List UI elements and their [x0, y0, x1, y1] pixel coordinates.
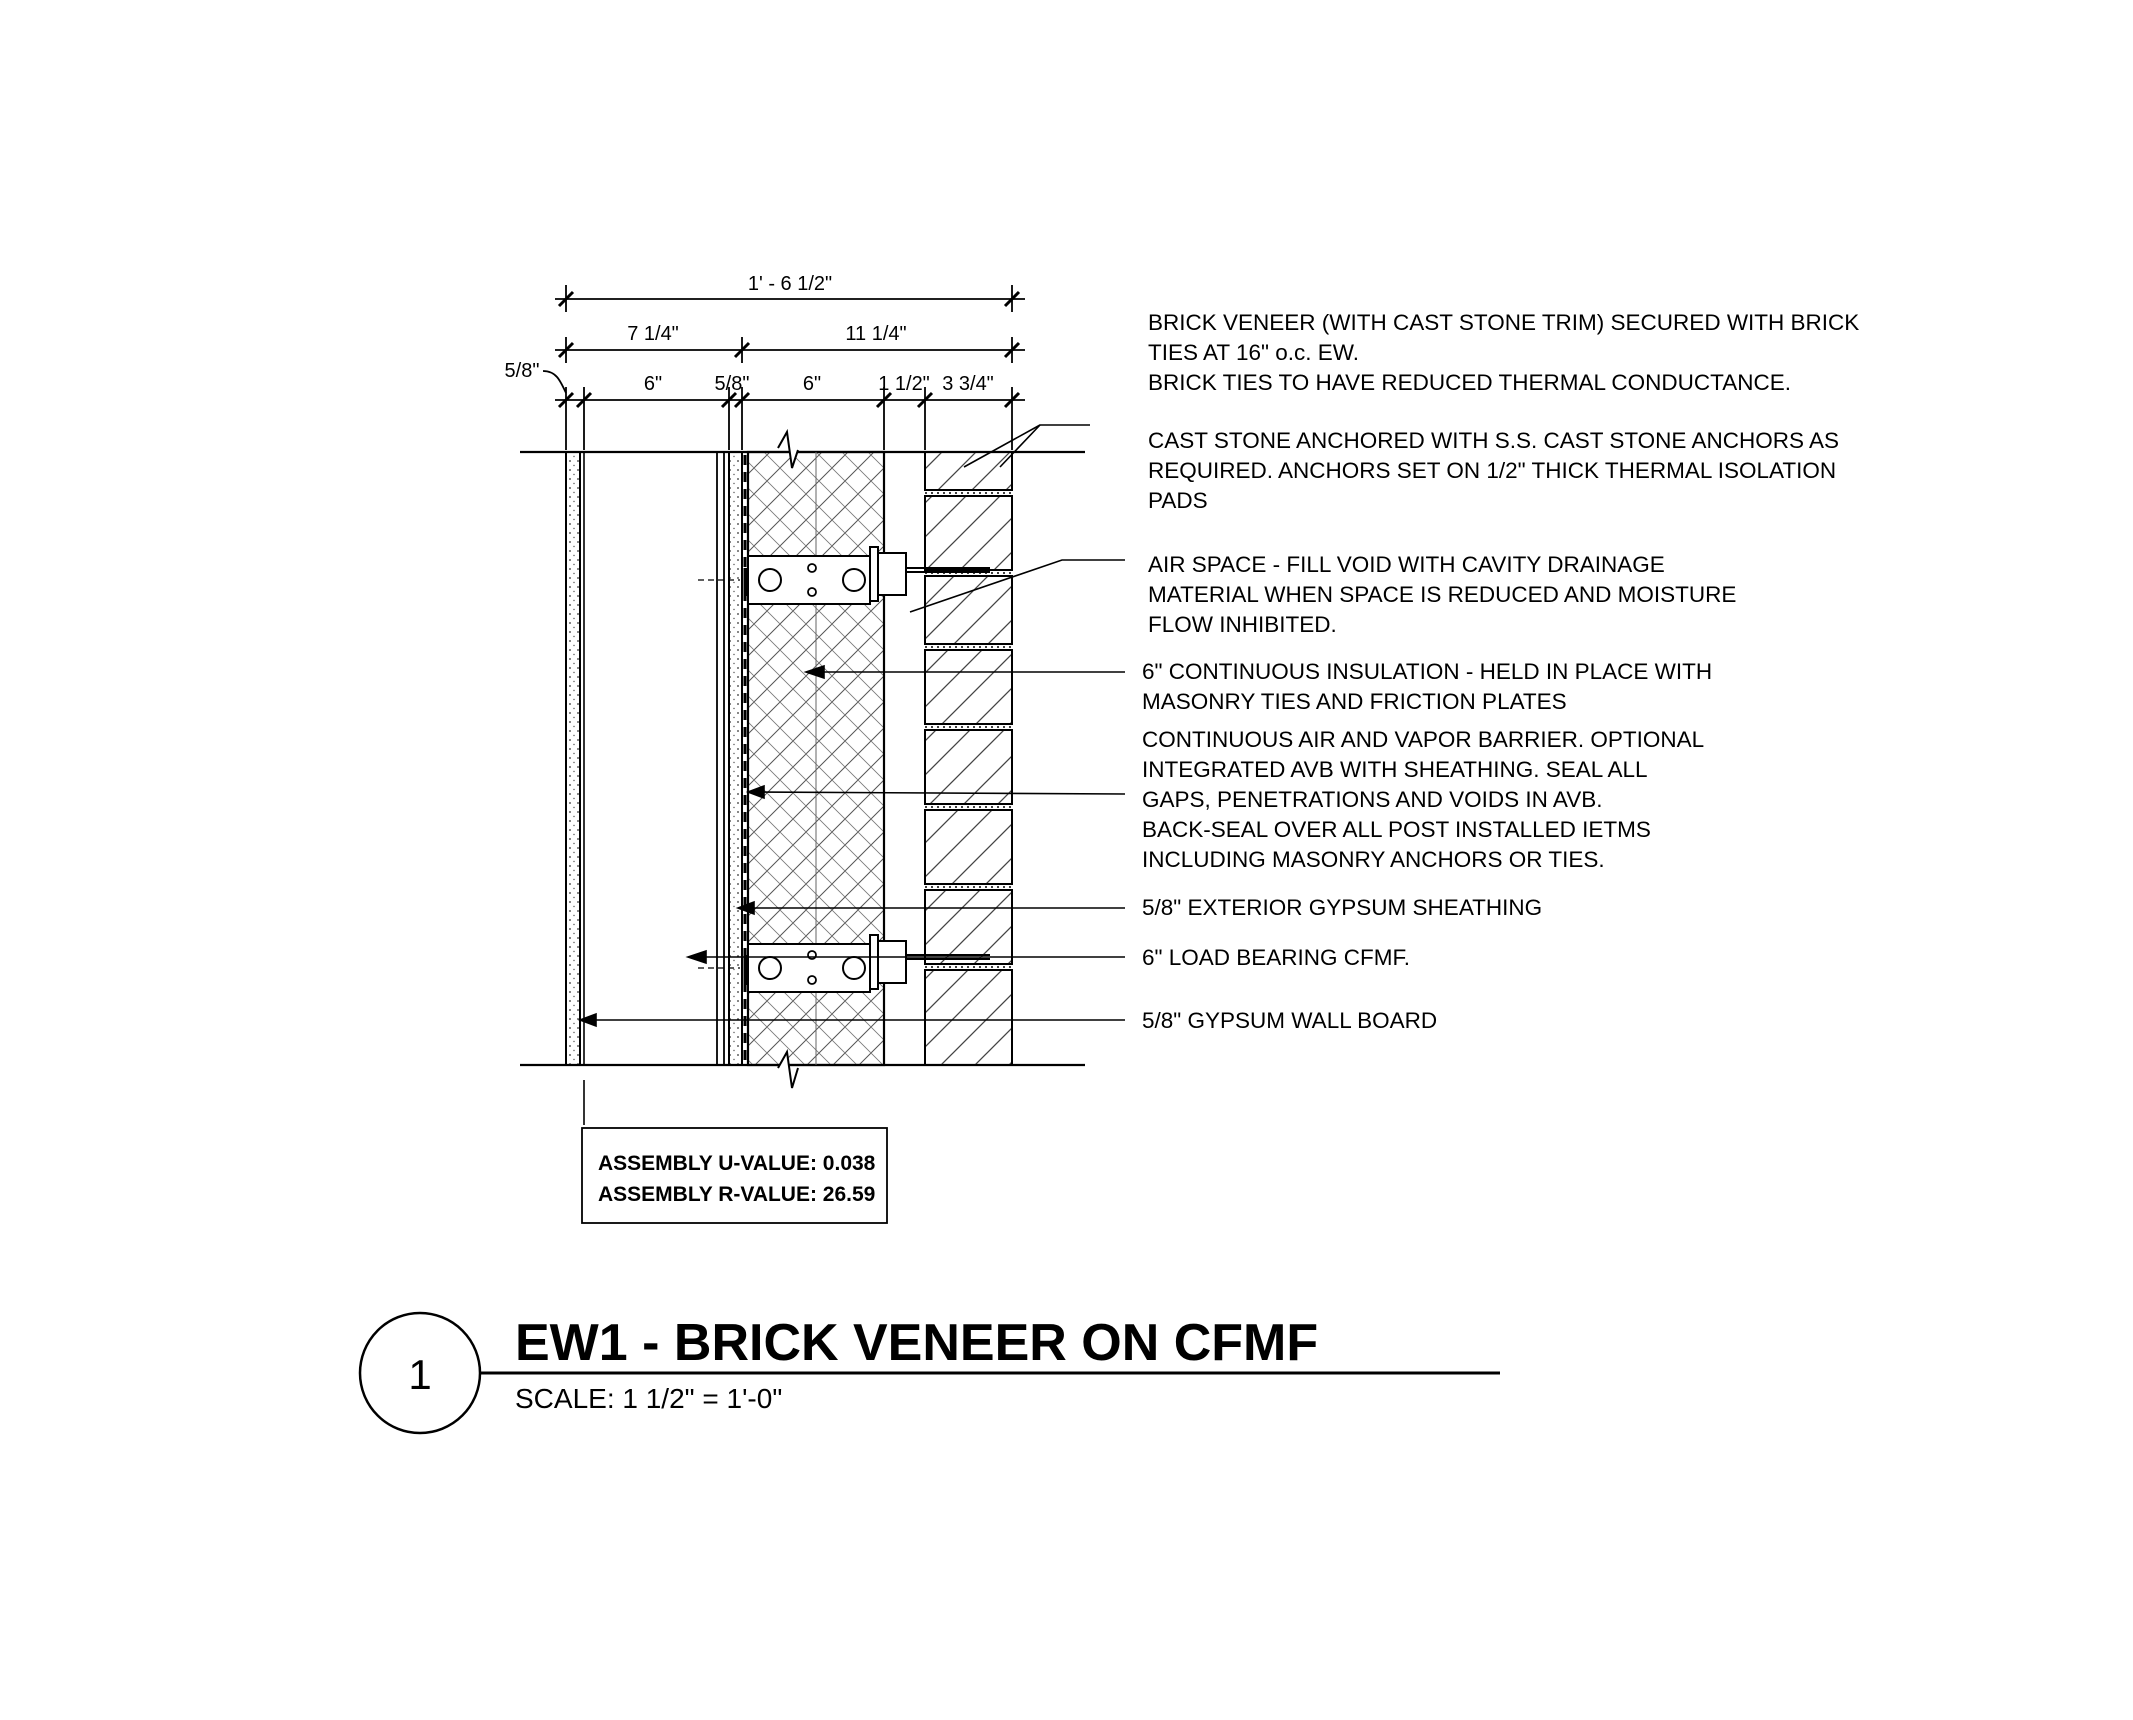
dim-gwb: 5/8"	[504, 360, 540, 382]
assembly-r-value: ASSEMBLY R-VALUE: 26.59	[598, 1183, 876, 1206]
note-sheathing: 5/8" EXTERIOR GYPSUM SHEATHING	[1142, 895, 1543, 920]
dim-overall: 1' - 6 1/2"	[747, 273, 833, 295]
note-air-space: AIR SPACE - FILL VOID WITH CAVITY DRAINAGE MATERIAL WHEN SPACE IS REDUCED AND MOISTURE FLOW INHIBITED.	[1148, 552, 1737, 637]
dim-right-group: 11 1/4"	[845, 323, 907, 345]
note-gwb: 5/8" GYPSUM WALL BOARD	[1142, 1008, 1438, 1033]
dim-insulation: 6"	[802, 373, 822, 395]
assembly-u-value: ASSEMBLY U-VALUE: 0.038	[598, 1152, 876, 1175]
dim-stud: 6"	[643, 373, 663, 395]
title-block	[360, 1313, 1500, 1433]
notes	[1142, 310, 1866, 1033]
brick-veneer	[925, 452, 1012, 1065]
exterior-sheathing	[729, 452, 742, 1065]
detail-scale: SCALE: 1 1/2" = 1'-0"	[515, 1383, 783, 1414]
dim-sheathing: 5/8"	[714, 373, 750, 395]
dimension-lines	[543, 285, 1025, 450]
assembly-values-box	[582, 1128, 887, 1223]
dim-left-group: 7 1/4"	[627, 323, 679, 345]
note-insulation: 6" CONTINUOUS INSULATION - HELD IN PLACE WITH MASONRY TIES AND FRICTION PLATES	[1142, 659, 1713, 714]
dimension-texts	[505, 273, 994, 395]
detail-number: 1	[408, 1351, 432, 1398]
detail-title: EW1 - BRICK VENEER ON CFMF	[515, 1314, 1319, 1372]
note-cast-stone: CAST STONE ANCHORED WITH S.S. CAST STONE ANCHORS AS REQUIRED. ANCHORS SET ON 1/2" THICK THERMAL ISOLATION PADS	[1148, 428, 1839, 513]
gypsum-wall-board	[566, 452, 580, 1065]
dim-brick: 3 3/4"	[942, 373, 994, 395]
wall-section	[520, 432, 1085, 1125]
note-cfmf: 6" LOAD BEARING CFMF.	[1142, 945, 1411, 970]
dim-air-space: 1 1/2"	[878, 373, 930, 395]
note-avb: CONTINUOUS AIR AND VAPOR BARRIER. OPTIONAL INTEGRATED AVB WITH SHEATHING. SEAL ALL GAPS, PENETRATIONS AND VOIDS IN AVB. BACK-SEAL OVER ALL POST INSTALLED IETMS INCLUDING MASONRY ANCHORS OR TIES.	[1142, 727, 1704, 872]
note-brick-veneer: BRICK VENEER (WITH CAST STONE TRIM) SECURED WITH BRICK TIES AT 16" o.c. EW. BRICK TIES TO HAVE REDUCED THERMAL CONDUCTANCE.	[1148, 310, 1860, 395]
